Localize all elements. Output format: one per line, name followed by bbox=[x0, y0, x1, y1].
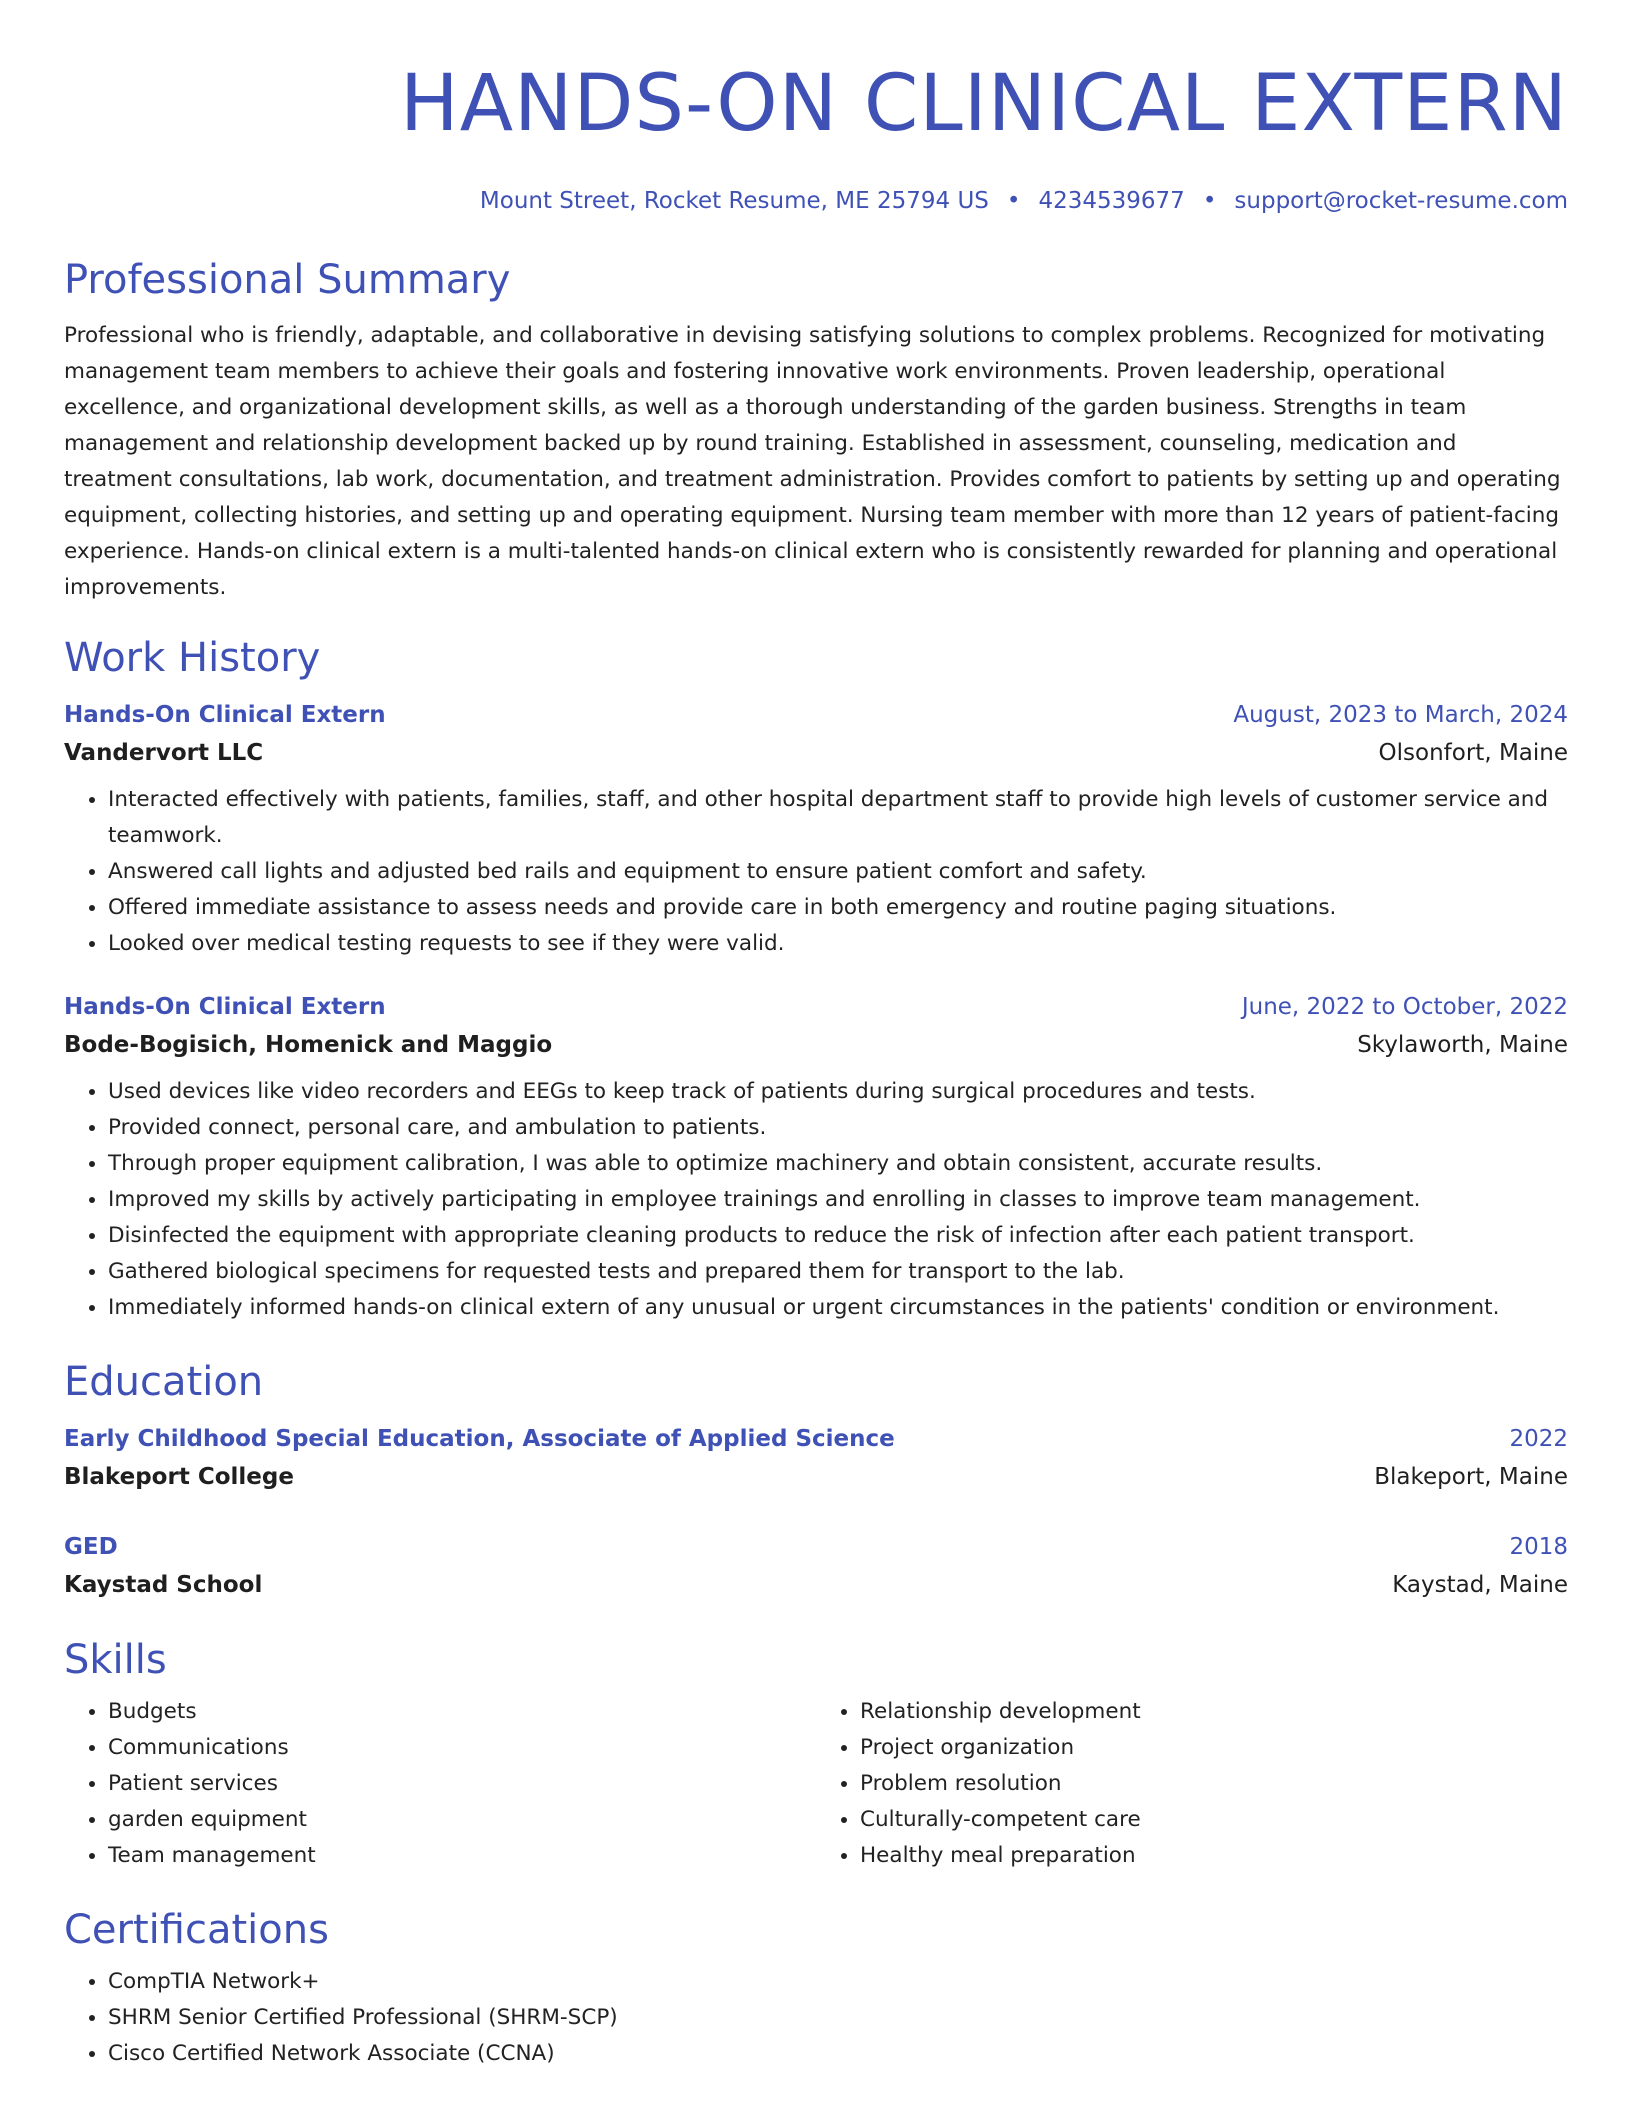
job-company: Vandervort LLC bbox=[64, 740, 264, 766]
job-bullet: • Provided connect, personal care, and ambulation to patients. bbox=[108, 1110, 1568, 1146]
skill-item: • Relationship development bbox=[860, 1694, 1568, 1730]
skills-section bbox=[64, 1634, 1568, 1874]
job-dates: August, 2023 to March, 2024 bbox=[1233, 702, 1568, 728]
candidate-name: HANDS-ON CLINICAL EXTERN bbox=[400, 59, 1568, 149]
education-school: Kaystad School bbox=[64, 1572, 263, 1598]
job-bullet: • Immediately informed hands-on clinical extern of any unusual or urgent circumstances in the patients' condition or environment. bbox=[108, 1290, 1568, 1326]
education-header-row bbox=[64, 1420, 1568, 1458]
job-location: Skylaworth, Maine bbox=[1357, 1032, 1568, 1058]
certifications-list bbox=[64, 1964, 1568, 2072]
job-company-row bbox=[64, 734, 1568, 772]
skill-item: • Project organization bbox=[860, 1730, 1568, 1766]
education-header-row bbox=[64, 1528, 1568, 1566]
summary-section bbox=[64, 254, 1568, 606]
skill-item: • Problem resolution bbox=[860, 1766, 1568, 1802]
education-school-row bbox=[64, 1566, 1568, 1604]
job-bullet: • Looked over medical testing requests to see if they were valid. bbox=[108, 926, 1568, 962]
job-entry bbox=[64, 988, 1568, 1326]
resume-header bbox=[64, 56, 1568, 216]
education-entry bbox=[64, 1528, 1568, 1604]
job-bullet: • Disinfected the equipment with appropriate cleaning products to reduce the risk of infection after each patient transport. bbox=[108, 1218, 1568, 1254]
education-location: Blakeport, Maine bbox=[1374, 1464, 1568, 1490]
job-bullet: • Through proper equipment calibration, I was able to optimize machinery and obtain consistent, accurate results. bbox=[108, 1146, 1568, 1182]
education-year: 2018 bbox=[1509, 1534, 1568, 1560]
job-bullet: • Gathered biological specimens for requested tests and prepared them for transport to the lab. bbox=[108, 1254, 1568, 1290]
certification-item: • Cisco Certified Network Associate (CCNA) bbox=[108, 2036, 1568, 2072]
work-history-heading: Work History bbox=[64, 635, 321, 681]
job-entry bbox=[64, 696, 1568, 962]
education-school-row bbox=[64, 1458, 1568, 1496]
education-heading: Education bbox=[64, 1359, 264, 1405]
education-degree: GED bbox=[64, 1534, 118, 1560]
job-location: Olsonfort, Maine bbox=[1378, 740, 1568, 766]
job-title: Hands-On Clinical Extern bbox=[64, 702, 386, 728]
skill-item: • garden equipment bbox=[108, 1802, 816, 1838]
skill-item: • Patient services bbox=[108, 1766, 816, 1802]
contact-line bbox=[64, 186, 1568, 216]
education-entry bbox=[64, 1420, 1568, 1496]
skills-heading: Skills bbox=[64, 1637, 167, 1683]
skills-list-left bbox=[64, 1694, 816, 1874]
job-bullet: • Offered immediate assistance to assess needs and provide care in both emergency and routine paging situations. bbox=[108, 890, 1568, 926]
skill-item: • Culturally-competent care bbox=[860, 1802, 1568, 1838]
education-school: Blakeport College bbox=[64, 1464, 294, 1490]
skill-item: • Communications bbox=[108, 1730, 816, 1766]
job-bullet: • Improved my skills by actively participating in employee trainings and enrolling in classes to improve team management. bbox=[108, 1182, 1568, 1218]
certification-item: • CompTIA Network+ bbox=[108, 1964, 1568, 2000]
job-title: Hands-On Clinical Extern bbox=[64, 994, 386, 1020]
work-history-section bbox=[64, 632, 1568, 1326]
job-dates: June, 2022 to October, 2022 bbox=[1241, 994, 1568, 1020]
job-bullet: • Interacted effectively with patients, families, staff, and other hospital department staff to provide high levels of customer service and teamwork. bbox=[108, 782, 1568, 854]
education-degree: Early Childhood Special Education, Associate of Applied Science bbox=[64, 1426, 895, 1452]
certifications-section bbox=[64, 1904, 1568, 2072]
job-bullets bbox=[64, 1074, 1568, 1326]
job-bullet: • Answered call lights and adjusted bed rails and equipment to ensure patient comfort and safety. bbox=[108, 854, 1568, 890]
education-location: Kaystad, Maine bbox=[1392, 1572, 1568, 1598]
education-section bbox=[64, 1356, 1568, 1604]
summary-heading: Professional Summary bbox=[64, 257, 511, 303]
job-company-row bbox=[64, 1026, 1568, 1064]
job-bullets bbox=[64, 782, 1568, 962]
summary-text: Professional who is friendly, adaptable, and collaborative in devising satisfying solutions to complex problems. Recognized for motivating management team members to achieve their goals and fostering innovative work environments. Proven leadership, operational excellence, and organizational development skills, as well as a thorough understanding of the garden business. Strengths in team management and relationship development backed up by round training. Established in assessment, counseling, medication and treatment consultations, lab work, documentation, and treatment administration. Provides comfort to patients by setting up and operating equipment, collecting histories, and setting up and operating equipment. Nursing team member with more than 12 years of patient-facing experience. Hands-on clinical extern is a multi-talented hands-on clinical extern who is consistently rewarded for planning and operational improvements. bbox=[64, 323, 1561, 600]
skills-grid bbox=[64, 1694, 1568, 1874]
skills-list-right bbox=[816, 1694, 1568, 1874]
certifications-heading: Certifications bbox=[64, 1907, 329, 1953]
contact-address: Mount Street, Rocket Resume, ME 25794 US bbox=[479, 188, 989, 214]
job-company: Bode-Bogisich, Homenick and Maggio bbox=[64, 1032, 553, 1058]
job-header-row bbox=[64, 988, 1568, 1026]
contact-phone: 4234539677 bbox=[1038, 188, 1185, 214]
skill-item: • Budgets bbox=[108, 1694, 816, 1730]
job-bullet: • Used devices like video recorders and EEGs to keep track of patients during surgical procedures and tests. bbox=[108, 1074, 1568, 1110]
education-year: 2022 bbox=[1509, 1426, 1568, 1452]
job-header-row bbox=[64, 696, 1568, 734]
certification-item: • SHRM Senior Certified Professional (SHRM-SCP) bbox=[108, 2000, 1568, 2036]
contact-email: support@rocket-resume.com bbox=[1234, 188, 1568, 214]
skill-item: • Healthy meal preparation bbox=[860, 1838, 1568, 1874]
contact-separator: • bbox=[1202, 188, 1217, 214]
contact-separator: • bbox=[1006, 188, 1021, 214]
skill-item: • Team management bbox=[108, 1838, 816, 1874]
